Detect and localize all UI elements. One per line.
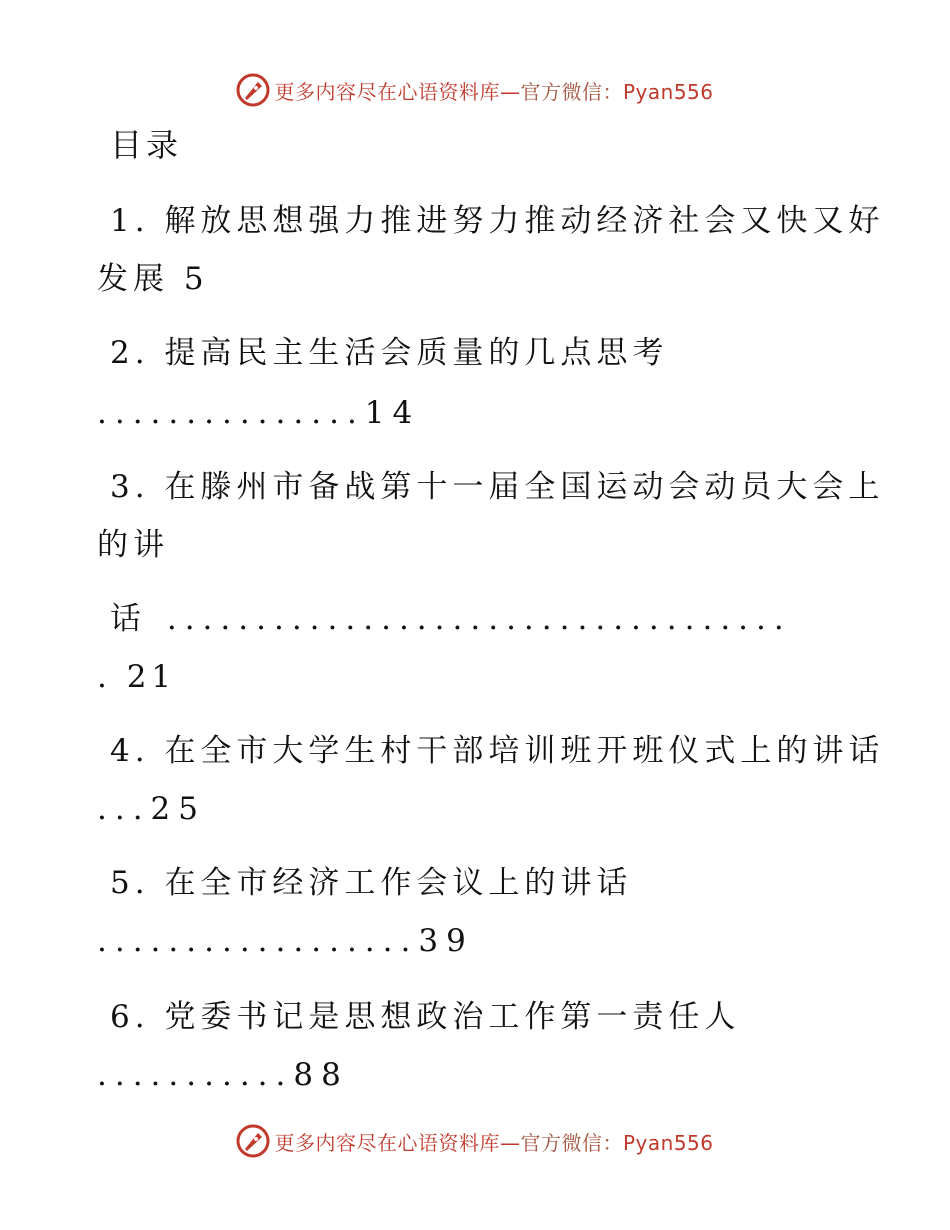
pen-nib-logo-icon [236,73,270,107]
toc-entry-3-continuation: 的讲 [97,527,169,563]
pen-nib-logo-icon [236,1124,270,1158]
toc-entry-6-leader: ...........88 [97,1057,349,1093]
toc-title: 目录 [110,126,183,164]
toc-entry-1-continuation: 发展 5 [97,261,209,297]
entry-number: 3. [110,469,150,505]
toc-entry-4-leader: ...25 [97,791,207,827]
watermark-banner-top [0,68,950,112]
entry-title: 在全市大学生村干部培训班开班仪式上的讲话 [164,733,885,769]
toc-entry-3 [110,467,884,507]
entry-number: 1. [110,203,150,239]
entry-title: 提高民主生活会质量的几点思考 [164,335,669,371]
toc-entry-6 [110,997,740,1037]
toc-entry-2-leader: ...............14 [97,395,421,431]
toc-entry-2 [110,333,668,373]
entry-title: 在全市经济工作会议上的讲话 [164,865,633,901]
entry-title: 解放思想强力推进努力推动经济社会又快又好 [164,203,885,239]
toc-entry-5 [110,863,632,903]
toc-entry-4 [110,731,884,771]
watermark-banner-bottom [0,1119,950,1163]
entry-number: 5. [110,865,150,901]
watermark-text: 更多内容尽在心语资料库—官方微信：Pyan556 [274,79,714,104]
toc-entry-3-leader: 话 ................................... [110,601,792,637]
toc-entry-1 [110,201,884,241]
entry-number: 4. [110,733,150,769]
entry-number: 2. [110,335,150,371]
entry-title: 党委书记是思想政治工作第一责任人 [164,999,741,1035]
toc-entry-3-page: . 21 [97,659,177,695]
entry-title: 在滕州市备战第十一届全国运动会动员大会上 [164,469,885,505]
toc-entry-5-leader: ..................39 [97,923,474,959]
watermark-text: 更多内容尽在心语资料库—官方微信：Pyan556 [274,1130,714,1155]
entry-number: 6. [110,999,150,1035]
